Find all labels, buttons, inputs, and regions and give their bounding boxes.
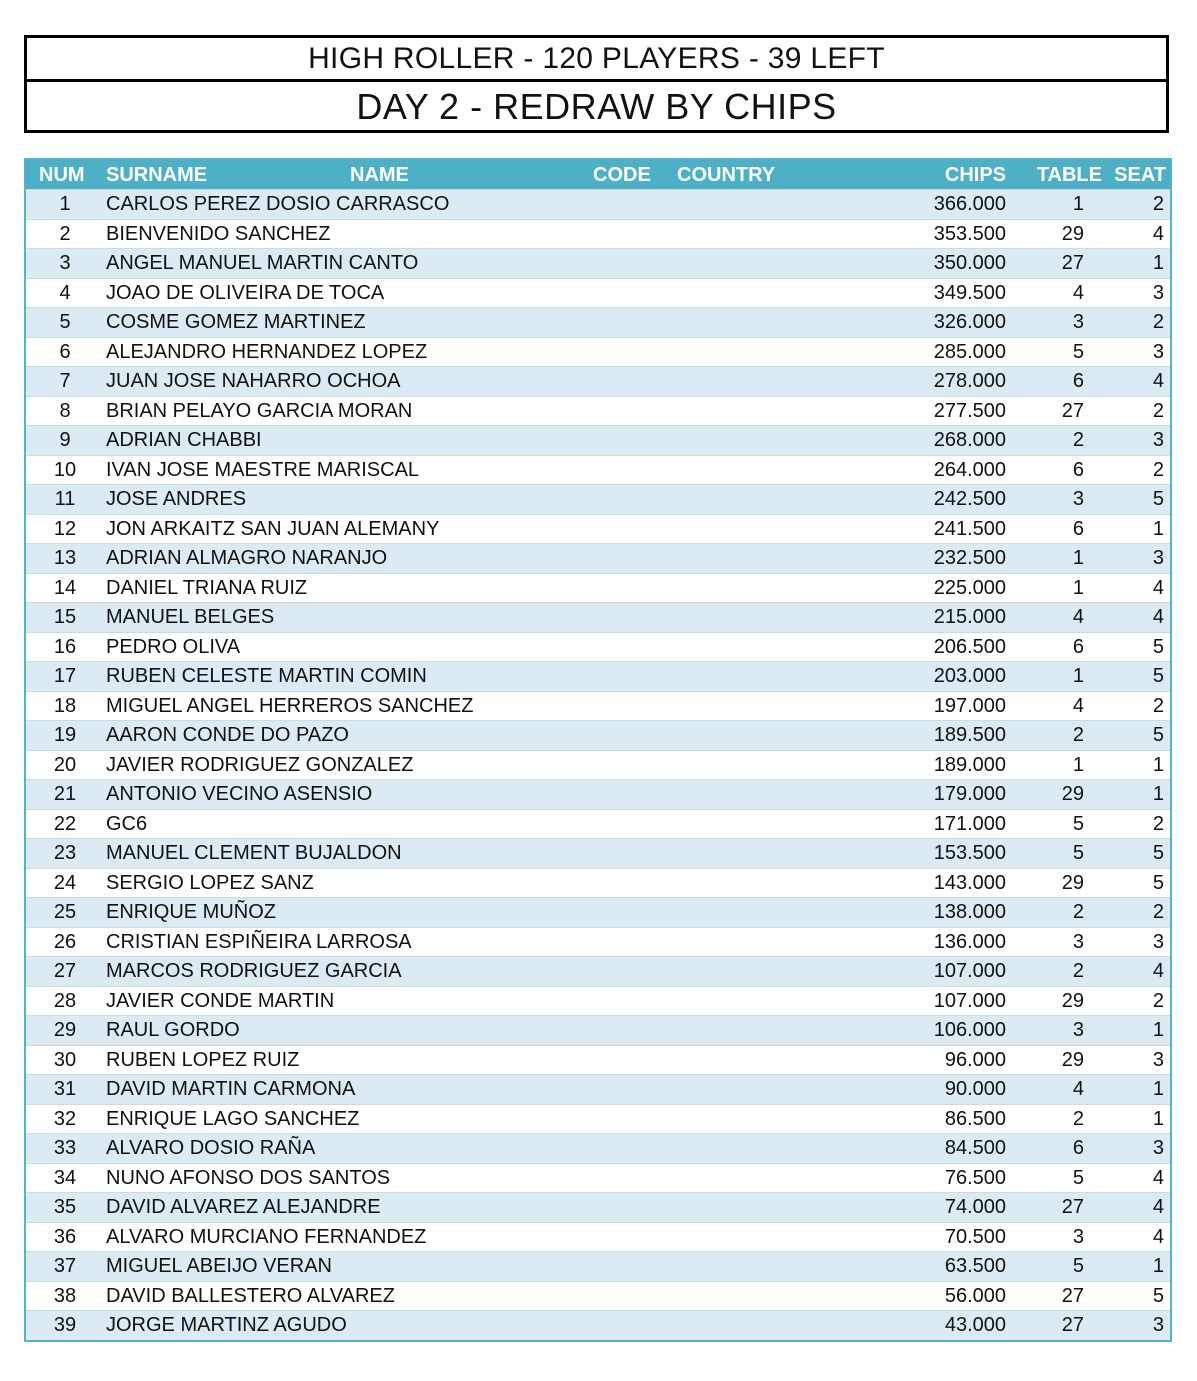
- row-num: 28: [53, 989, 77, 1012]
- row-table: 5: [1072, 1166, 1084, 1189]
- table-row: [26, 897, 1170, 927]
- players-table: [24, 158, 1172, 1342]
- row-table: 1: [1072, 576, 1084, 599]
- table-row: [26, 632, 1170, 662]
- col-header-surname: SURNAME: [106, 164, 208, 186]
- row-seat: 1: [1152, 783, 1164, 805]
- table-row: [26, 868, 1170, 898]
- row-num: 10: [53, 458, 77, 481]
- row-player-name: ENRIQUE MUÑOZ: [106, 901, 276, 923]
- row-chips: 366.000: [933, 193, 1006, 215]
- table-row: [26, 1074, 1170, 1104]
- row-chips: 285.000: [933, 340, 1006, 363]
- row-table: 2: [1072, 960, 1084, 982]
- row-seat: 2: [1152, 812, 1164, 835]
- row-seat: 5: [1152, 1284, 1164, 1307]
- row-table: 1: [1072, 193, 1084, 215]
- table-row: [26, 750, 1170, 780]
- row-seat: 5: [1152, 842, 1164, 864]
- col-header-table: TABLE: [1036, 164, 1102, 186]
- table-row: [26, 1045, 1170, 1075]
- table-row: [26, 720, 1170, 750]
- row-table: 1: [1072, 665, 1084, 687]
- row-num: 12: [53, 517, 77, 540]
- row-chips: 264.000: [933, 458, 1006, 481]
- row-table: 4: [1072, 606, 1084, 628]
- row-chips: 215.000: [933, 606, 1006, 628]
- row-table: 2: [1072, 1107, 1084, 1130]
- table-row: [26, 484, 1170, 514]
- row-table: 4: [1072, 694, 1084, 717]
- row-chips: 225.000: [933, 576, 1006, 599]
- row-num: 13: [53, 547, 77, 569]
- row-seat: 1: [1152, 753, 1164, 776]
- row-player-name: CRISTIAN ESPIÑEIRA LARROSA: [106, 930, 412, 953]
- table-row: [26, 838, 1170, 868]
- row-seat: 4: [1152, 606, 1164, 628]
- row-player-name: SERGIO LOPEZ SANZ: [106, 871, 314, 894]
- row-seat: 2: [1152, 311, 1164, 333]
- row-seat: 3: [1152, 1314, 1164, 1336]
- row-table: 6: [1072, 458, 1084, 481]
- row-seat: 1: [1152, 1107, 1164, 1130]
- row-table: 29: [1061, 1048, 1084, 1071]
- row-seat: 3: [1152, 1137, 1164, 1159]
- row-player-name: COSME GOMEZ MARTINEZ: [106, 311, 366, 333]
- row-num: 9: [59, 429, 71, 451]
- row-chips: 278.000: [933, 370, 1006, 392]
- row-player-name: MIGUEL ABEIJO VERAN: [106, 1255, 332, 1277]
- row-table: 6: [1072, 1137, 1084, 1159]
- row-player-name: NUNO AFONSO DOS SANTOS: [106, 1166, 391, 1189]
- row-player-name: GC6: [106, 812, 148, 835]
- row-player-name: BRIAN PELAYO GARCIA MORAN: [106, 399, 413, 422]
- table-row: [26, 248, 1170, 278]
- row-table: 4: [1072, 281, 1084, 304]
- row-player-name: JAVIER RODRIGUEZ GONZALEZ: [106, 753, 414, 776]
- table-row: [26, 986, 1170, 1016]
- row-num: 26: [53, 930, 77, 953]
- row-seat: 4: [1152, 960, 1164, 982]
- row-player-name: JUAN JOSE NAHARRO OCHOA: [106, 370, 401, 392]
- table-row: [26, 366, 1170, 396]
- table-row: [26, 602, 1170, 632]
- row-seat: 5: [1152, 635, 1164, 658]
- row-player-name: ADRIAN ALMAGRO NARANJO: [106, 547, 388, 569]
- row-chips: 136.000: [933, 930, 1006, 953]
- row-num: 6: [59, 340, 71, 363]
- table-row: [26, 396, 1170, 426]
- row-chips: 241.500: [933, 517, 1006, 540]
- row-num: 36: [53, 1225, 77, 1248]
- row-seat: 5: [1152, 724, 1164, 746]
- row-chips: 326.000: [933, 311, 1006, 333]
- row-seat: 3: [1152, 340, 1164, 363]
- row-seat: 2: [1152, 399, 1164, 422]
- row-num: 18: [53, 694, 77, 717]
- row-num: 3: [59, 252, 71, 274]
- row-seat: 2: [1152, 901, 1164, 923]
- row-table: 2: [1072, 429, 1084, 451]
- row-player-name: RAUL GORDO: [106, 1019, 240, 1041]
- row-table: 29: [1061, 222, 1084, 245]
- row-table: 3: [1072, 1225, 1084, 1248]
- row-chips: 349.500: [933, 281, 1006, 304]
- row-player-name: JON ARKAITZ SAN JUAN ALEMANY: [106, 517, 440, 540]
- row-chips: 138.000: [933, 901, 1006, 923]
- col-header-code: CODE: [593, 164, 651, 186]
- table-row: [26, 661, 1170, 691]
- row-table: 27: [1061, 252, 1084, 274]
- row-num: 35: [53, 1196, 77, 1218]
- row-num: 1: [59, 193, 71, 215]
- row-num: 5: [59, 311, 71, 333]
- row-seat: 4: [1152, 222, 1164, 245]
- table-row: [26, 278, 1170, 308]
- row-num: 29: [53, 1019, 77, 1041]
- row-table: 3: [1072, 488, 1084, 510]
- table-row: [26, 809, 1170, 839]
- row-table: 27: [1061, 399, 1084, 422]
- row-player-name: BIENVENIDO SANCHEZ: [106, 222, 331, 245]
- row-num: 8: [59, 399, 71, 422]
- row-chips: 90.000: [944, 1078, 1006, 1100]
- row-chips: 74.000: [944, 1196, 1006, 1218]
- row-table: 6: [1072, 635, 1084, 658]
- table-body: [26, 189, 1170, 1340]
- table-row: [26, 1281, 1170, 1311]
- row-table: 2: [1072, 724, 1084, 746]
- row-chips: 277.500: [933, 399, 1006, 422]
- row-seat: 5: [1152, 871, 1164, 894]
- row-chips: 353.500: [933, 222, 1006, 245]
- col-header-chips: CHIPS: [944, 164, 1006, 186]
- row-seat: 1: [1152, 517, 1164, 540]
- row-player-name: ENRIQUE LAGO SANCHEZ: [106, 1107, 360, 1130]
- table-row: [26, 425, 1170, 455]
- row-num: 7: [59, 370, 71, 392]
- row-seat: 2: [1152, 193, 1164, 215]
- table-row: [26, 455, 1170, 485]
- redraw-title: DAY 2 - REDRAW BY CHIPS: [356, 86, 837, 127]
- row-num: 25: [53, 901, 77, 923]
- row-seat: 4: [1152, 1225, 1164, 1248]
- row-seat: 3: [1152, 930, 1164, 953]
- row-num: 30: [53, 1048, 77, 1071]
- row-table: 27: [1061, 1196, 1084, 1218]
- row-seat: 5: [1152, 488, 1164, 510]
- row-chips: 268.000: [933, 429, 1006, 451]
- row-chips: 203.000: [933, 665, 1006, 687]
- table-row: [26, 927, 1170, 957]
- row-seat: 2: [1152, 458, 1164, 481]
- row-seat: 1: [1152, 252, 1164, 274]
- row-player-name: DAVID ALVAREZ ALEJANDRE: [106, 1196, 381, 1218]
- table-row: [26, 543, 1170, 573]
- row-chips: 106.000: [933, 1019, 1006, 1041]
- row-num: 32: [53, 1107, 77, 1130]
- row-table: 2: [1072, 901, 1084, 923]
- row-chips: 350.000: [933, 252, 1006, 274]
- row-player-name: JAVIER CONDE MARTIN: [106, 989, 335, 1012]
- row-chips: 43.000: [944, 1314, 1006, 1336]
- row-table: 5: [1072, 340, 1084, 363]
- row-player-name: ALVARO DOSIO RAÑA: [106, 1137, 316, 1159]
- table-row: [26, 219, 1170, 249]
- row-chips: 232.500: [933, 547, 1006, 569]
- row-table: 29: [1061, 871, 1084, 894]
- row-player-name: RUBEN LOPEZ RUIZ: [106, 1048, 300, 1071]
- row-player-name: ANGEL MANUEL MARTIN CANTO: [106, 252, 419, 274]
- table-row: [26, 1192, 1170, 1222]
- row-chips: 171.000: [933, 812, 1006, 835]
- row-num: 4: [59, 281, 71, 304]
- row-seat: 5: [1152, 665, 1164, 687]
- table-row: [26, 189, 1170, 219]
- row-num: 21: [53, 783, 77, 805]
- table-row: [26, 1104, 1170, 1134]
- table-row: [26, 1310, 1170, 1340]
- row-table: 3: [1072, 1019, 1084, 1041]
- row-num: 33: [53, 1137, 77, 1159]
- row-num: 19: [53, 724, 77, 746]
- row-seat: 4: [1152, 576, 1164, 599]
- row-chips: 107.000: [933, 960, 1006, 982]
- row-player-name: MANUEL BELGES: [106, 606, 275, 628]
- table-row: [26, 956, 1170, 986]
- row-chips: 76.500: [944, 1166, 1006, 1189]
- row-num: 17: [53, 665, 77, 687]
- row-chips: 189.500: [933, 724, 1006, 746]
- row-table: 29: [1061, 783, 1084, 805]
- row-table: 27: [1061, 1284, 1084, 1307]
- row-player-name: MANUEL CLEMENT BUJALDON: [106, 842, 402, 864]
- row-player-name: RUBEN CELESTE MARTIN COMIN: [106, 665, 427, 687]
- row-chips: 107.000: [933, 989, 1006, 1012]
- row-seat: 2: [1152, 694, 1164, 717]
- row-player-name: IVAN JOSE MAESTRE MARISCAL: [106, 458, 420, 481]
- row-table: 27: [1061, 1314, 1084, 1336]
- row-chips: 179.000: [933, 783, 1006, 805]
- row-table: 6: [1072, 517, 1084, 540]
- row-table: 5: [1072, 1255, 1084, 1277]
- table-header: [26, 160, 1170, 189]
- row-seat: 2: [1152, 989, 1164, 1012]
- col-header-country: COUNTRY: [677, 164, 776, 186]
- col-header-num: NUM: [39, 164, 85, 186]
- row-table: 5: [1072, 842, 1084, 864]
- title-box: [24, 35, 1169, 133]
- row-chips: 206.500: [933, 635, 1006, 658]
- row-player-name: MARCOS RODRIGUEZ GARCIA: [106, 960, 402, 982]
- row-table: 1: [1072, 547, 1084, 569]
- row-num: 20: [53, 753, 77, 776]
- row-table: 1: [1072, 753, 1084, 776]
- row-player-name: ALVARO MURCIANO FERNANDEZ: [106, 1225, 427, 1248]
- row-chips: 197.000: [933, 694, 1006, 717]
- col-header-seat: SEAT: [1114, 164, 1166, 186]
- row-num: 37: [53, 1255, 77, 1277]
- row-table: 6: [1072, 370, 1084, 392]
- row-seat: 1: [1152, 1019, 1164, 1041]
- row-chips: 70.500: [944, 1225, 1006, 1248]
- row-player-name: DANIEL TRIANA RUIZ: [106, 576, 308, 599]
- row-num: 39: [53, 1314, 77, 1336]
- row-chips: 86.500: [944, 1107, 1006, 1130]
- row-seat: 3: [1152, 547, 1164, 569]
- row-num: 16: [53, 635, 77, 658]
- row-chips: 143.000: [933, 871, 1006, 894]
- row-player-name: MIGUEL ANGEL HERREROS SANCHEZ: [106, 694, 474, 717]
- row-num: 24: [53, 871, 77, 894]
- row-num: 38: [53, 1284, 77, 1307]
- row-player-name: AARON CONDE DO PAZO: [106, 724, 349, 746]
- row-num: 15: [53, 606, 77, 628]
- table-row: [26, 1015, 1170, 1045]
- row-chips: 56.000: [944, 1284, 1006, 1307]
- row-table: 4: [1072, 1078, 1084, 1100]
- row-table: 29: [1061, 989, 1084, 1012]
- row-player-name: DAVID BALLESTERO ALVAREZ: [106, 1284, 395, 1307]
- table-row: [26, 514, 1170, 544]
- row-chips: 84.500: [944, 1137, 1006, 1159]
- row-chips: 242.500: [933, 488, 1006, 510]
- table-row: [26, 1222, 1170, 1252]
- table-row: [26, 337, 1170, 367]
- row-seat: 3: [1152, 281, 1164, 304]
- row-num: 34: [53, 1166, 77, 1189]
- row-chips: 189.000: [933, 753, 1006, 776]
- row-player-name: PEDRO OLIVA: [106, 635, 241, 658]
- row-player-name: CARLOS PEREZ DOSIO CARRASCO: [106, 193, 450, 215]
- row-player-name: ANTONIO VECINO ASENSIO: [106, 783, 373, 805]
- row-num: 23: [53, 842, 77, 864]
- row-player-name: ADRIAN CHABBI: [106, 429, 262, 451]
- row-table: 5: [1072, 812, 1084, 835]
- row-num: 14: [53, 576, 77, 599]
- row-num: 2: [59, 222, 71, 245]
- row-player-name: DAVID MARTIN CARMONA: [106, 1078, 356, 1100]
- row-seat: 4: [1152, 370, 1164, 392]
- row-seat: 1: [1152, 1078, 1164, 1100]
- row-seat: 3: [1152, 429, 1164, 451]
- row-player-name: JOAO DE OLIVEIRA DE TOCA: [106, 281, 385, 304]
- row-num: 11: [54, 488, 76, 510]
- row-player-name: JORGE MARTINZ AGUDO: [106, 1314, 347, 1336]
- table-row: [26, 779, 1170, 809]
- row-player-name: ALEJANDRO HERNANDEZ LOPEZ: [106, 340, 428, 363]
- row-num: 31: [53, 1078, 77, 1100]
- row-table: 3: [1072, 311, 1084, 333]
- table-row: [26, 573, 1170, 603]
- row-seat: 3: [1152, 1048, 1164, 1071]
- row-num: 22: [53, 812, 77, 835]
- row-table: 3: [1072, 930, 1084, 953]
- row-seat: 1: [1152, 1255, 1164, 1277]
- row-chips: 153.500: [933, 842, 1006, 864]
- table-row: [26, 691, 1170, 721]
- col-header-name: NAME: [350, 164, 409, 186]
- table-row: [26, 1163, 1170, 1193]
- row-seat: 4: [1152, 1166, 1164, 1189]
- row-num: 27: [53, 960, 77, 982]
- row-chips: 96.000: [944, 1048, 1006, 1071]
- row-seat: 4: [1152, 1196, 1164, 1218]
- table-row: [26, 1133, 1170, 1163]
- table-row: [26, 1251, 1170, 1281]
- table-row: [26, 307, 1170, 337]
- tournament-title: HIGH ROLLER - 120 PLAYERS - 39 LEFT: [27, 38, 1166, 82]
- row-chips: 63.500: [944, 1255, 1006, 1277]
- row-player-name: JOSE ANDRES: [106, 488, 247, 510]
